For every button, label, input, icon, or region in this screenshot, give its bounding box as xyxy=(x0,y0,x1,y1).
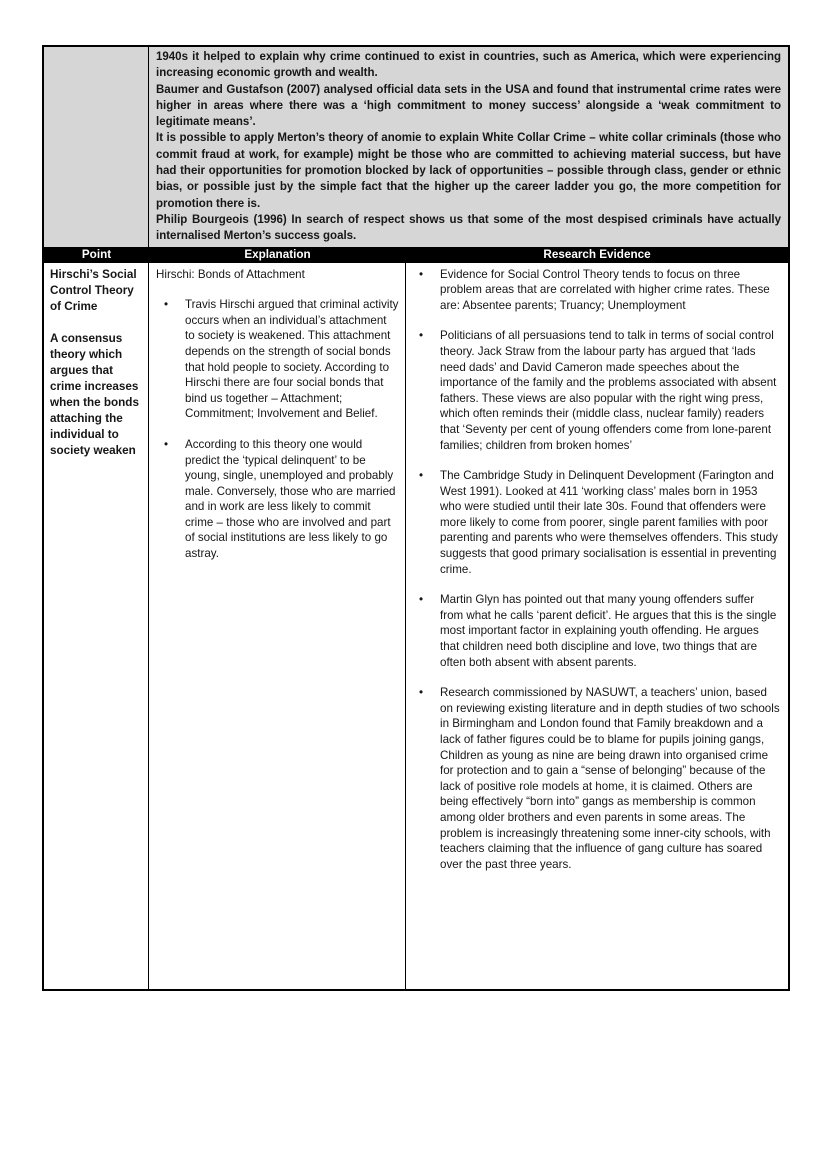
point-cell xyxy=(44,263,149,989)
research-bullet: The Cambridge Study in Delinquent Development (Farington and West 1991). Looked at 411 ‘working class’ males born in 1953 who were studied until their late 30s. Found that offenders were more likely to come from poorer, single parent families with poor parenting and parents who were themselves offenders. This study suggests that good primary socialisation is essential in preventing crime. xyxy=(440,469,778,576)
header-explanation: Explanation xyxy=(244,247,311,261)
intro-text-cell xyxy=(149,47,788,247)
bullet-icon xyxy=(419,685,440,872)
intro-section xyxy=(44,47,788,247)
intro-empty-cell xyxy=(44,47,149,247)
point-title: Hirschi’s Social Control Theory of Crime xyxy=(50,267,137,313)
intro-paragraph: 1940s it helped to explain why crime continued to exist in countries, such as America, which were experiencing increasing economic growth and wealth. xyxy=(156,51,781,80)
list-item xyxy=(419,685,780,872)
bullet-icon xyxy=(164,297,185,422)
research-evidence-cell xyxy=(406,263,788,989)
list-item xyxy=(156,297,399,422)
intro-paragraph: Philip Bourgeois (1996) In search of respect shows us that some of the most despised criminals have actually internalised Merton’s success goals. xyxy=(156,213,781,243)
bullet-icon xyxy=(164,437,185,562)
intro-paragraph: Baumer and Gustafson (2007) analysed official data sets in the USA and found that instrumental crime rates were higher in areas where there was a ‘high commitment to money success’ alongside a ‘weak commitment to legitimate means’. xyxy=(156,83,781,129)
table-header xyxy=(44,247,788,263)
research-bullet: Martin Glyn has pointed out that many young offenders suffer from what he calls ‘parent deficit’. He argues that this is the single most important factor in explaining youth offending. He argues that children need both discipline and love, two things that are often both absent with absent parents. xyxy=(440,593,777,669)
explanation-bullet: Travis Hirschi argued that criminal activity occurs when an individual’s attachment to society is weakened. This attachment depends on the strength of social bonds that hold people to society. According to Hirschi there are four social bonds that bind us together – Attachment; Commitment; Involvement and Belief. xyxy=(185,298,399,421)
point-subtitle: A consensus theory which argues that crime increases when the bonds attaching the individual to society weaken xyxy=(50,331,139,457)
intro-paragraph: It is possible to apply Merton’s theory of anomie to explain White Collar Crime – white collar criminals (those who commit fraud at work, for example) might be those who are committed to achieving material success, but have had their opportunities for promotion blocked by lack of opportunities – possible through class, gender or ethnic bias, or possible just by the simple fact that the higher up the career ladder you go, the more competition for promotion there is. xyxy=(156,132,781,210)
research-bullet: Politicians of all persuasions tend to talk in terms of social control theory. Jack Straw from the labour party has argued that ‘lads need dads’ and David Cameron made speeches about the importance of the family and the problems associated with absent fathers. These views are also popular with the right wing press, which often reminds their (middle class, nuclear family) readers that ‘Seventy per cent of young offenders come from lone-parent families; children from broken homes’ xyxy=(440,329,777,452)
research-bullet: Evidence for Social Control Theory tends to focus on three problem areas that are correlated with higher crime rates. These are: Absentee parents; Truancy; Unemployment xyxy=(440,267,770,312)
list-item xyxy=(419,592,780,670)
explanation-bullet: According to this theory one would predict the ‘typical delinquent’ to be young, single, unemployed and probably male. Conversely, those who are married and in work are less likely to commit crime – those who are involved and part of social institutions are less likely to go astray. xyxy=(185,437,396,561)
bullet-icon xyxy=(419,592,440,670)
list-item xyxy=(419,328,780,453)
theory-table xyxy=(42,45,790,991)
list-item xyxy=(156,437,399,562)
bullet-icon xyxy=(419,468,440,577)
header-research-evidence: Research Evidence xyxy=(543,247,651,261)
header-point: Point xyxy=(81,247,112,261)
research-bullet: Research commissioned by NASUWT, a teachers’ union, based on reviewing existing literature and in depth studies of two schools in Birmingham and London found that Family breakdown and a lack of father figures could be to blame for pupils joining gangs, Children as young as nine are being drawn into organised crime for protection and to gain a “sense of belonging” because of the lack of positive role models at home, it is claimed. Others are being effectively “born into” gangs as membership is common among older brothers and even parents in some areas. The problem is increasingly threatening some inner-city schools, with teachers claiming that the influence of gang culture has soared over the past three years. xyxy=(440,686,780,871)
explanation-heading: Hirschi: Bonds of Attachment xyxy=(156,267,305,281)
list-item xyxy=(419,468,780,577)
bullet-icon xyxy=(419,267,440,314)
list-item xyxy=(419,267,780,314)
table-row xyxy=(44,263,788,989)
explanation-cell xyxy=(149,263,406,989)
bullet-icon xyxy=(419,328,440,453)
